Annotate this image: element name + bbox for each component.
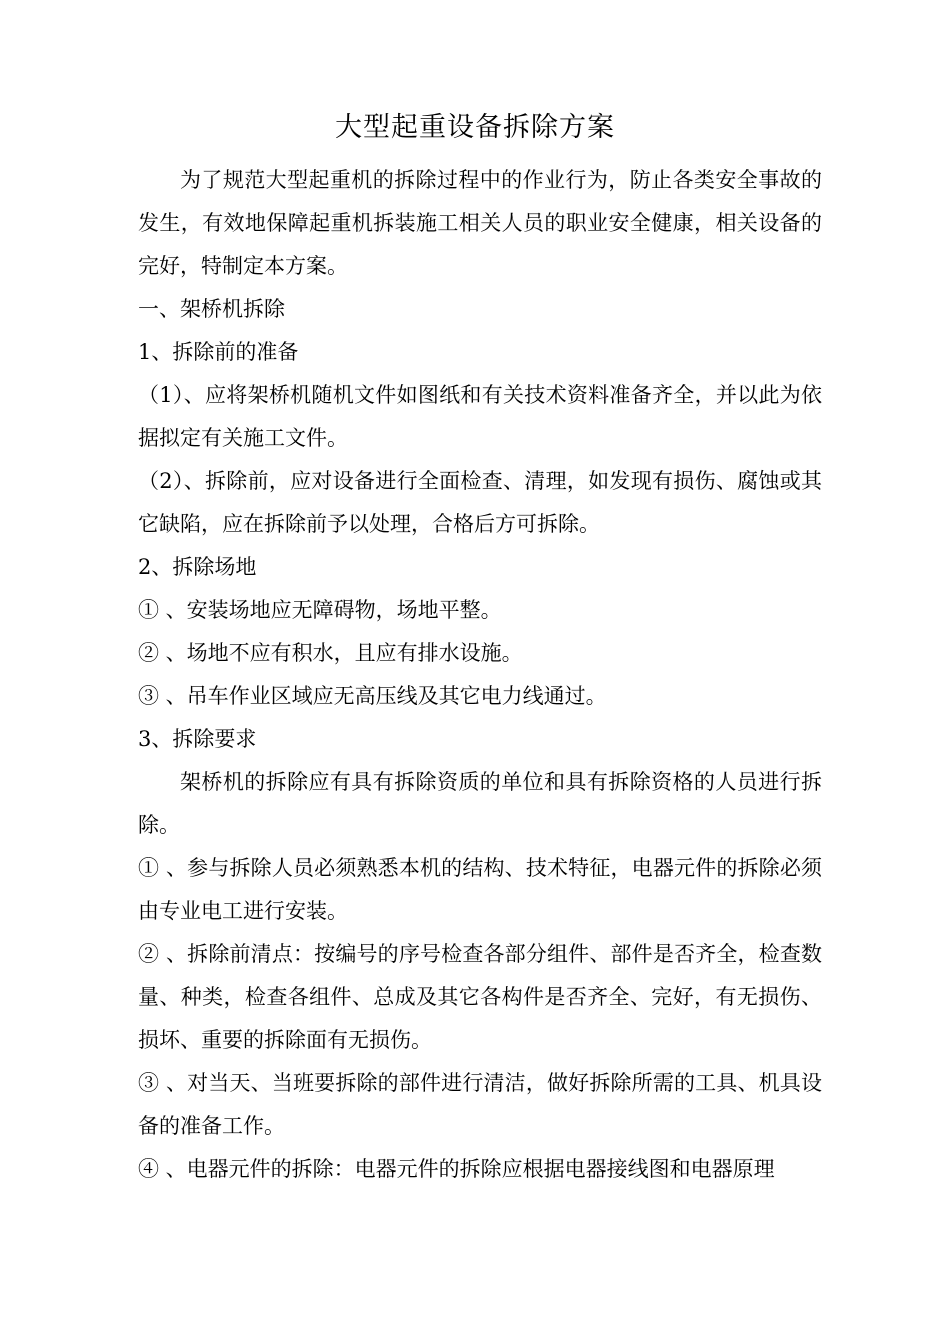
section-heading: 一、架桥机拆除 bbox=[138, 297, 285, 321]
document-body bbox=[138, 159, 822, 1191]
intro-paragraph: 为了规范大型起重机的拆除过程中的作业行为，防止各类安全事故的发生，有效地保障起重机拆装施工相关人员的职业安全健康，相关设备的完好，特制定本方案。 bbox=[138, 168, 822, 278]
document-title: 大型起重设备拆除方案 bbox=[335, 112, 615, 143]
list-item: （2）、拆除前，应对设备进行全面检查、清理，如发现有损伤、腐蚀或其它缺陷，应在拆除前予以处理，合格后方可拆除。 bbox=[138, 469, 822, 536]
subsection-heading: 1、拆除前的准备 bbox=[138, 340, 299, 364]
list-item: ④ 、电器元件的拆除：电器元件的拆除应根据电器接线图和电器原理 bbox=[138, 1157, 775, 1181]
list-item: ① 、参与拆除人员必须熟悉本机的结构、技术特征，电器元件的拆除必须由专业电工进行安装。 bbox=[138, 856, 822, 923]
body-paragraph: 架桥机的拆除应有具有拆除资质的单位和具有拆除资格的人员进行拆除。 bbox=[138, 770, 822, 837]
list-item: ② 、拆除前清点：按编号的序号检查各部分组件、部件是否齐全，检查数量、种类，检查各组件、总成及其它各构件是否齐全、完好，有无损伤、损坏、重要的拆除面有无损伤。 bbox=[138, 942, 822, 1052]
list-item: ② 、场地不应有积水，且应有排水设施。 bbox=[138, 641, 523, 665]
subsection-heading: 3、拆除要求 bbox=[138, 727, 257, 751]
list-item: ① 、安装场地应无障碍物，场地平整。 bbox=[138, 598, 502, 622]
list-item: （1）、应将架桥机随机文件如图纸和有关技术资料准备齐全，并以此为依据拟定有关施工文件。 bbox=[138, 383, 822, 450]
subsection-heading: 2、拆除场地 bbox=[138, 555, 257, 579]
list-item: ③ 、对当天、当班要拆除的部件进行清洁，做好拆除所需的工具、机具设备的准备工作。 bbox=[138, 1071, 822, 1138]
list-item: ③ 、吊车作业区域应无高压线及其它电力线通过。 bbox=[138, 684, 607, 708]
